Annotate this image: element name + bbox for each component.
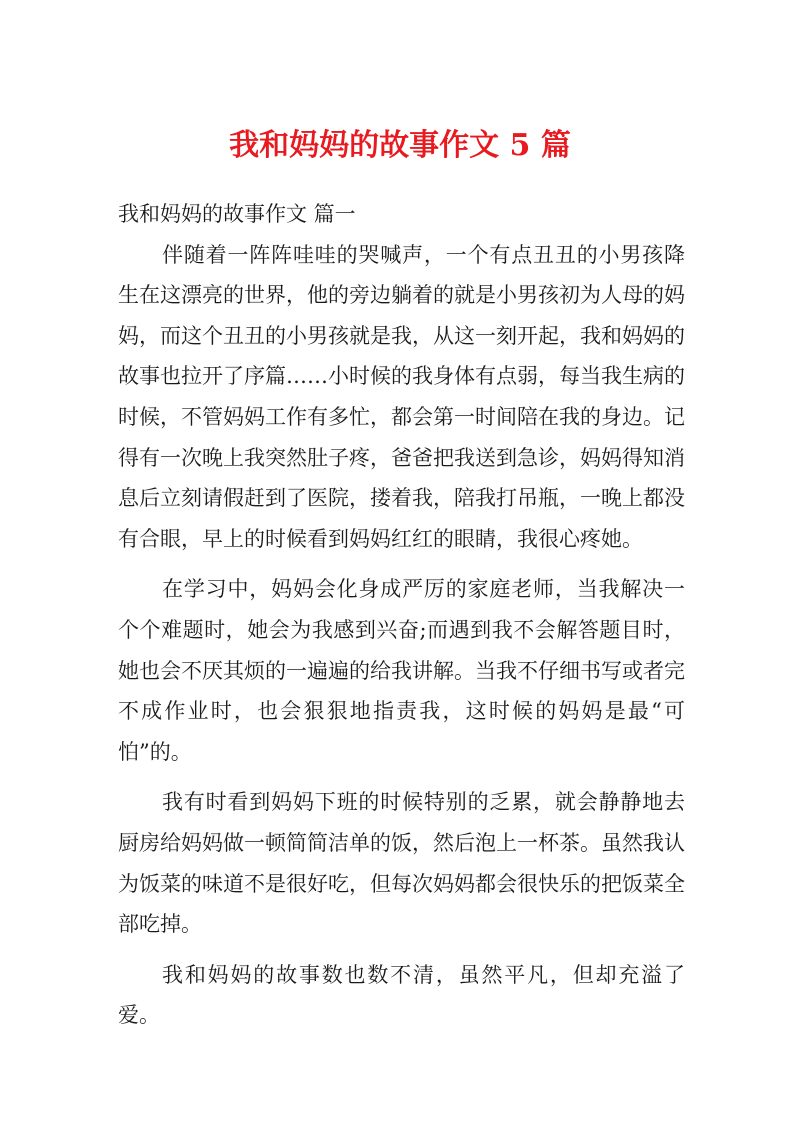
paragraph-4: 我和妈妈的故事数也数不清，虽然平凡，但却充溢了爱。 bbox=[118, 962, 685, 1028]
paragraph-2: 在学习中，妈妈会化身成严厉的家庭老师，当我解决一个个难题时，她会为我感到兴奋;而遇到我不会解答题目时，她也会不厌其烦的一遍遍的给我讲解。当我不仔细书写或者完不成作业时，也会狠狠地指责我，这时候的妈妈是最“可怕”的。 bbox=[118, 577, 685, 764]
document-body bbox=[118, 194, 685, 1036]
document-title: 我和妈妈的故事作文 5 篇 bbox=[229, 128, 571, 163]
paragraph-3: 我有时看到妈妈下班的时候特别的乏累，就会静静地去厨房给妈妈做一顿简简洁单的饭，然后泡上一杯茶。虽然我认为饭菜的味道不是很好吃，但每次妈妈都会很快乐的把饭菜全部吃掉。 bbox=[118, 790, 685, 937]
paragraph-1: 伴随着一阵阵哇哇的哭喊声，一个有点丑丑的小男孩降生在这漂亮的世界，他的旁边躺着的就是小男孩初为人母的妈妈，而这个丑丑的小男孩就是我，从这一刻开起，我和妈妈的故事也拉开了序篇……小时候的我身体有点弱，每当我生病的时候，不管妈妈工作有多忙，都会第一时间陪在我的身边。记得有一次晚上我突然肚子疼，爸爸把我送到急诊，妈妈得知消息后立刻请假赶到了医院，搂着我，陪我打吊瓶，一晚上都没有合眼，早上的时候看到妈妈红红的眼睛，我很心疼她。 bbox=[118, 242, 685, 551]
section-heading: 我和妈妈的故事作文 篇一 bbox=[118, 202, 356, 226]
